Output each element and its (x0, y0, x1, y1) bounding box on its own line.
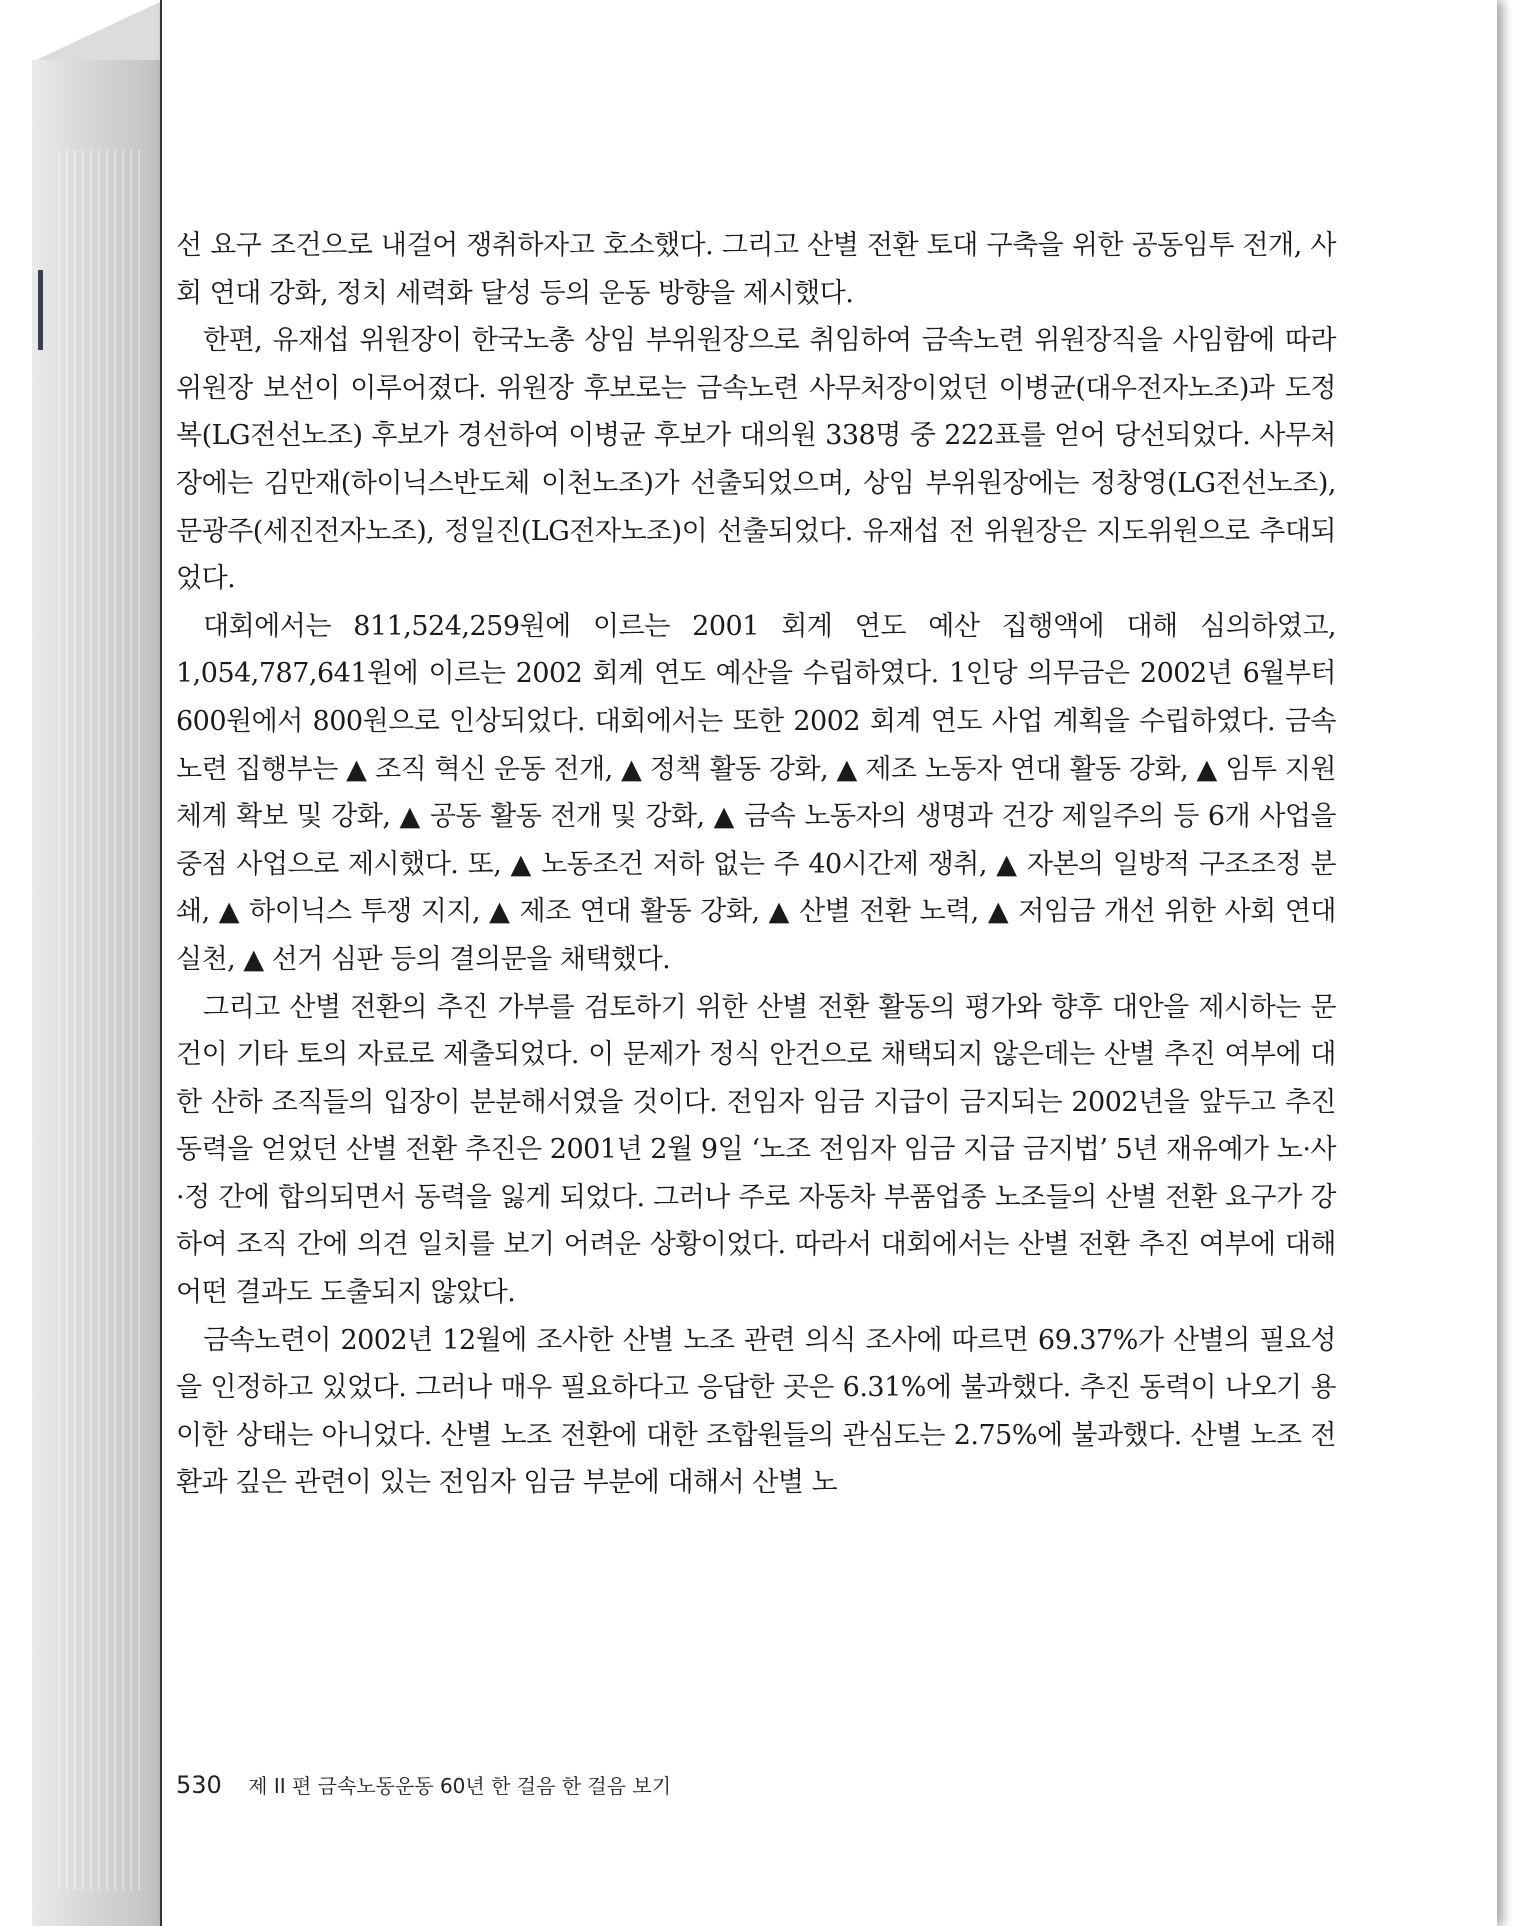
page-number: 530 (176, 1771, 222, 1799)
book-spine-top (32, 0, 164, 62)
page-footer (176, 1770, 671, 1799)
bookmark-ribbon (38, 270, 43, 350)
book-page-edges (52, 150, 144, 1890)
paragraph: 한편, 유재섭 위원장이 한국노총 상임 부위원장으로 취임하여 금속노련 위원장직을 사임함에 따라 위원장 보선이 이루어졌다. 위원장 후보로는 금속노련 사무처장이었던 이병균(대우전자노조)과 도정복(LG전선노조) 후보가 경선하여 이병균 후보가 대의원 338명 중 222표를 얻어 당선되었다. 사무처장에는 김만재(하이닉스반도체 이천노조)가 선출되었으며, 상임 부위원장에는 정창영(LG전선노조), 문광주(세진전자노조), 정일진(LG전자노조)이 선출되었다. 유재섭 전 위원장은 지도위원으로 추대되었다. (176, 325, 1336, 595)
paragraph: 그리고 산별 전환의 추진 가부를 검토하기 위한 산별 전환 활동의 평가와 향후 대안을 제시하는 문건이 기타 토의 자료로 제출되었다. 이 문제가 정식 안건으로 채택되지 않은데는 산별 추진 여부에 대한 산하 조직들의 입장이 분분해서였을 것이다. 전임자 임금 지급이 금지되는 2002년을 앞두고 추진 동력을 얻었던 산별 전환 추진은 2001년 2월 9일 ‘노조 전임자 임금 지급 금지법’ 5년 재유예가 노·사·정 간에 합의되면서 동력을 잃게 되었다. 그러나 주로 자동차 부품업종 노조들의 산별 전환 요구가 강하여 조직 간에 의견 일치를 보기 어려운 상황이었다. 따라서 대회에서는 산별 전환 추진 여부에 대해 어떤 결과도 도출되지 않았다. (176, 991, 1336, 1309)
section-title: 제 II 편 금속노동운동 60년 한 걸음 한 걸음 보기 (248, 1774, 672, 1798)
paragraph: 대회에서는 811,524,259원에 이르는 2001 회계 연도 예산 집행액에 대해 심의하였고, 1,054,787,641원에 이르는 2002 회계 연도 예산을 수립하였다. 1인당 의무금은 2002년 6월부터 600원에서 800원으로 인상되었다. 대회에서는 또한 2002 회계 연도 사업 계획을 수립하였다. 금속노련 집행부는 ▲ 조직 혁신 운동 전개, ▲ 정책 활동 강화, ▲ 제조 노동자 연대 활동 강화, ▲ 임투 지원 체계 확보 및 강화, ▲ 공동 활동 전개 및 강화, ▲ 금속 노동자의 생명과 건강 제일주의 등 6개 사업을 중점 사업으로 제시했다. 또, ▲ 노동조건 저하 없는 주 40시간제 쟁취, ▲ 자본의 일방적 구조조정 분쇄, ▲ 하이닉스 투쟁 지지, ▲ 제조 연대 활동 강화, ▲ 산별 전환 노력, ▲ 저임금 개선 위한 사회 연대 실천, ▲ 선거 심판 등의 결의문을 채택했다. (176, 610, 1336, 975)
paragraph: 선 요구 조건으로 내걸어 쟁취하자고 호소했다. 그리고 산별 전환 토대 구축을 위한 공동임투 전개, 사회 연대 강화, 정치 세력화 달성 등의 운동 방향을 제시했다. (176, 230, 1336, 309)
body-text (176, 222, 1336, 1507)
paragraph: 금속노련이 2002년 12월에 조사한 산별 노조 관련 의식 조사에 따르면 69.37%가 산별의 필요성을 인정하고 있었다. 그러나 매우 필요하다고 응답한 곳은 6.31%에 불과했다. 추진 동력이 나오기 용이한 상태는 아니었다. 산별 노조 전환에 대한 조합원들의 관심도는 2.75%에 불과했다. 산별 노조 전환과 깊은 관련이 있는 전임자 임금 부분에 대해서 산별 노 (176, 1324, 1336, 1499)
